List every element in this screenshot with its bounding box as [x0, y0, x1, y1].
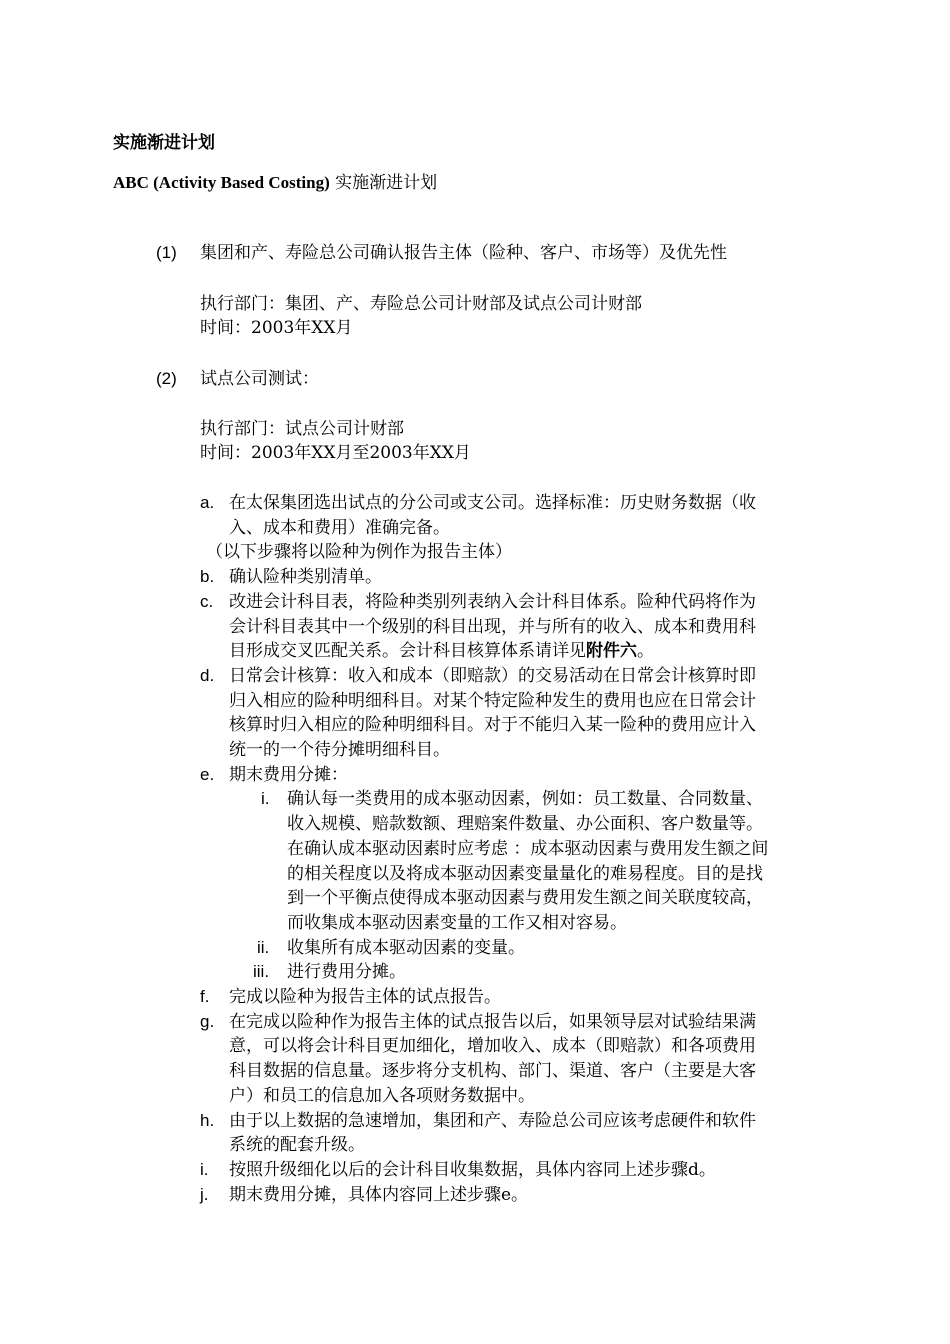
example-note: （以下步骤将以险种为例作为报告主体） [206, 542, 512, 563]
item-line: 收集所有成本驱动因素的变量。 [287, 937, 525, 958]
item-label: g. [200, 1011, 215, 1031]
step-1-text: 集团和产、寿险总公司确认报告主体（险种、客户、市场等）及优先性 [200, 243, 727, 263]
item-line: 核算时归入相应的险种明细科目。对于不能归入某一险种的费用应计入 [229, 715, 756, 736]
subtitle-rest: 实施渐进计划 [329, 173, 438, 193]
item-line: 归入相应的险种明细科目。对某个特定险种发生的费用也应在日常会计 [229, 690, 756, 711]
subtitle-bold: ABC (Activity Based Costing) [113, 173, 330, 192]
item-line: 在确认成本驱动因素时应考虑 ：成本驱动因素与费用发生额之间 [287, 838, 769, 859]
item-line: 改进会计科目表，将险种类别列表纳入会计科目体系。险种代码将作为 [229, 591, 756, 612]
page-title: 实施渐进计划 [113, 133, 215, 153]
item-line: 收入规模、赔款数额、理赔案件数量、办公面积、客户数量等。 [287, 814, 763, 835]
item-line: 在太保集团选出试点的分公司或支公司。选择标准：历史财务数据（收 [229, 493, 756, 513]
item-label: j. [200, 1184, 209, 1204]
item-line: 日常会计核算：收入和成本（即赔款）的交易活动在日常会计核算时即 [229, 665, 756, 686]
item-line: 按照升级细化以后的会计科目收集数据，具体内容同上述步骤d。 [229, 1159, 716, 1180]
list-item-a [200, 491, 840, 540]
item-line: 统一的一个待分摊明细科目。 [229, 740, 450, 761]
item-line: 在完成以险种作为报告主体的试点报告以后，如果领导层对试验结果满 [229, 1011, 756, 1032]
item-line-end: 。 [637, 641, 654, 662]
list-item-e [200, 763, 840, 788]
item-line: 由于以上数据的急速增加，集团和产、寿险总公司应该考虑硬件和软件 [229, 1110, 756, 1131]
list-item-d [200, 664, 840, 763]
list-item-j [200, 1183, 840, 1208]
item-line: 户）和员工的信息加入各项财务数据中。 [229, 1085, 535, 1106]
item-label: c. [200, 591, 214, 611]
item-line: 完成以险种为报告主体的试点报告。 [229, 987, 501, 1008]
item-line: 进行费用分摊。 [287, 962, 406, 983]
step-1-department: 执行部门：集团、产、寿险总公司计财部及试点公司计财部 [200, 294, 642, 314]
list-item-i [200, 1158, 840, 1183]
step-1-number: (1) [156, 243, 177, 262]
item-line: 而收集成本驱动因素变量的工作又相对容易。 [287, 912, 627, 933]
item-label: f. [200, 987, 210, 1007]
item-line: 确认每一类费用的成本驱动因素，例如：员工数量、合同数量、 [287, 789, 763, 810]
item-line: 的相关程度以及将成本驱动因素变量量化的难易程度。目的是找 [287, 863, 763, 884]
list-item-e-i [200, 787, 840, 935]
item-label: i. [261, 789, 270, 809]
item-label: d. [200, 665, 215, 685]
item-label: e. [200, 764, 215, 784]
item-line: 期末费用分摊，具体内容同上述步骤e。 [229, 1184, 529, 1205]
appendix-reference: 附件六 [586, 641, 637, 662]
sub-step-list [200, 491, 840, 1207]
step-1-time: 时间：2003年XX月 [200, 318, 353, 338]
item-line-text: 目形成交叉匹配关系。会计科目核算体系请详见 [229, 641, 586, 662]
item-line: 科目数据的信息量。逐步将分支机构、部门、渠道、客户（主要是大客 [229, 1061, 756, 1082]
document-subtitle [113, 168, 437, 193]
step-2-number: (2) [156, 369, 177, 388]
step-2-time: 时间：2003年XX月至2003年XX月 [200, 443, 471, 463]
item-line: 入、成本和费用）准确完备。 [229, 517, 450, 538]
list-item-e-ii [200, 936, 840, 961]
list-item-h [200, 1109, 840, 1158]
item-label: i. [200, 1159, 209, 1179]
item-line: 系统的配套升级。 [229, 1135, 365, 1156]
list-item-g [200, 1010, 840, 1109]
item-label: h. [200, 1110, 215, 1130]
list-item-c [200, 590, 840, 664]
list-item-b [200, 565, 840, 590]
list-item-f [200, 985, 840, 1010]
item-line: 意，可以将会计科目更加细化，增加收入、成本（即赔款）和各项费用 [229, 1036, 756, 1057]
item-label: ii. [257, 937, 270, 957]
item-line: 确认险种类别清单。 [229, 567, 382, 588]
item-label: iii. [253, 962, 270, 982]
step-2-department: 执行部门：试点公司计财部 [200, 419, 404, 439]
item-line: 会计科目表其中一个级别的科目出现，并与所有的收入、成本和费用科 [229, 616, 756, 637]
step-2-text: 试点公司测试： [200, 369, 319, 389]
item-label: b. [200, 567, 215, 587]
item-line: 到一个平衡点使得成本驱动因素与费用发生额之间关联度较高， [287, 888, 763, 909]
item-label: a. [200, 493, 215, 512]
list-item-e-iii [200, 960, 840, 985]
item-line [229, 639, 840, 664]
item-line: 期末费用分摊： [229, 764, 348, 785]
